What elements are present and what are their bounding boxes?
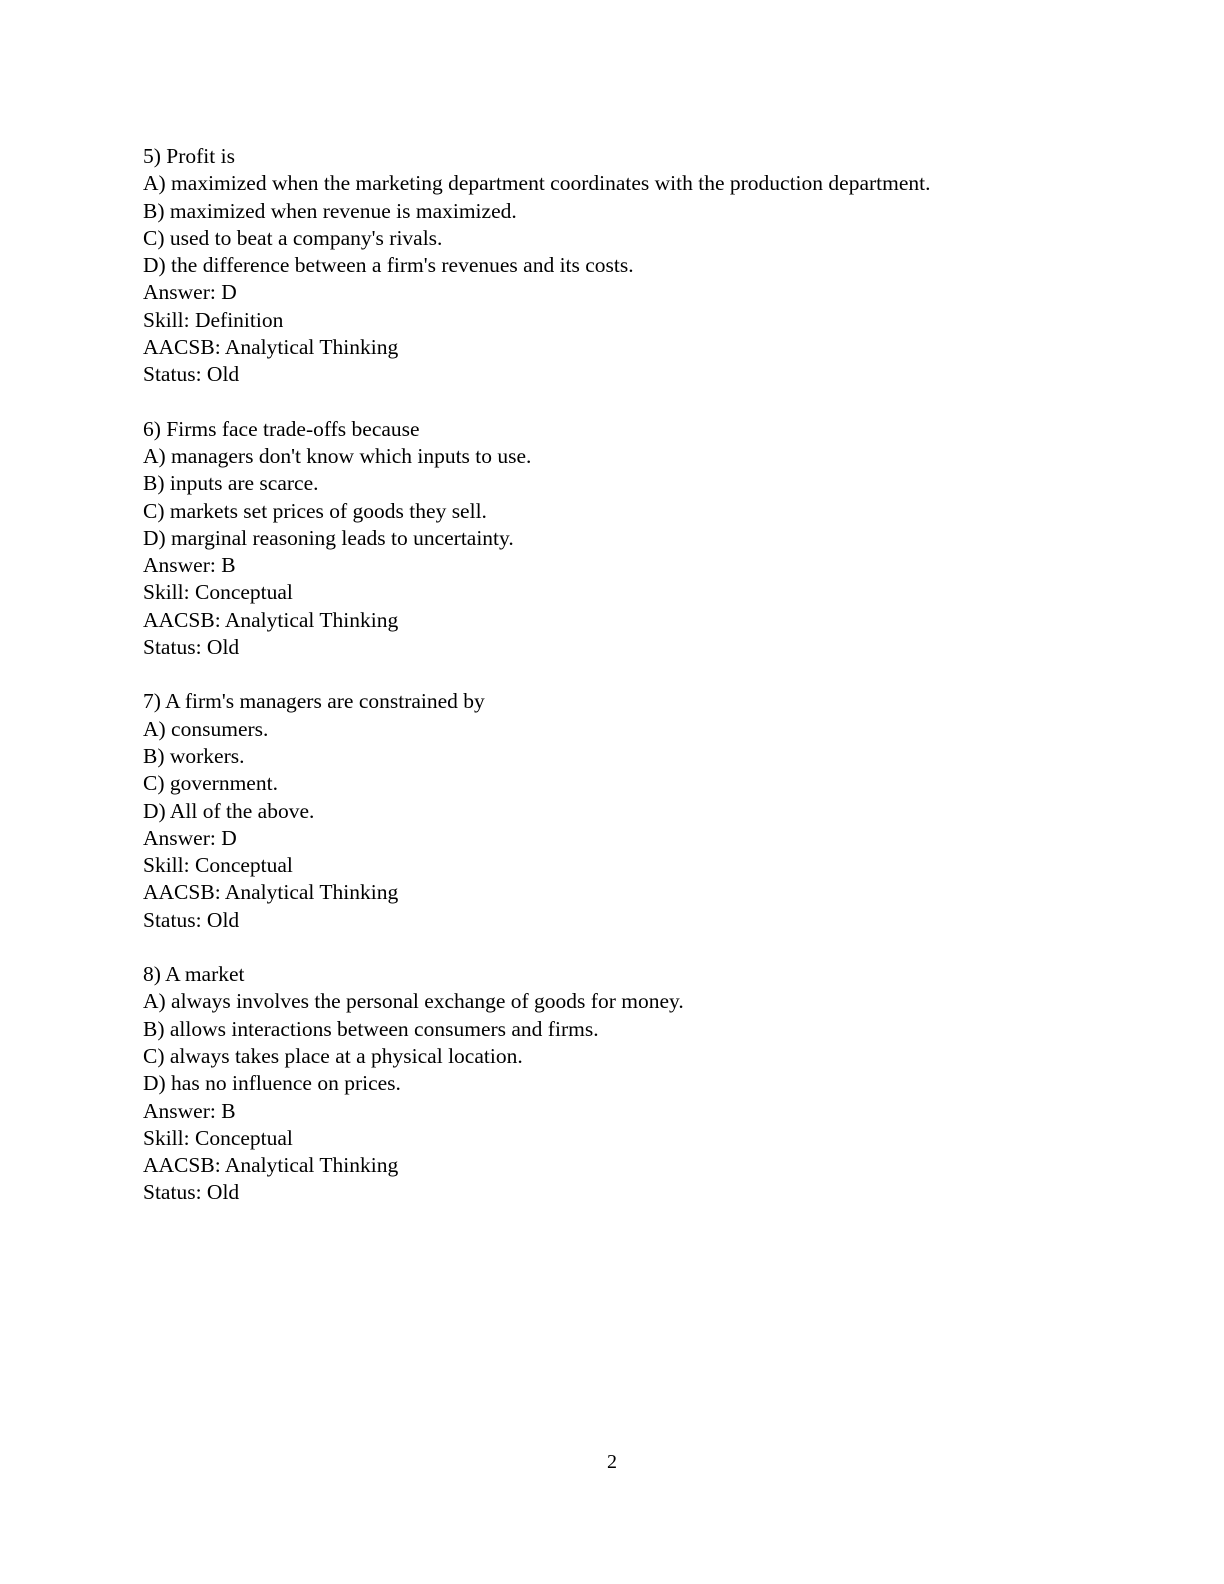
aacsb-line: AACSB: Analytical Thinking [143, 880, 399, 905]
option-a: A) maximized when the marketing department coordinates with the production department. [143, 171, 931, 196]
option-c: C) used to beat a company's rivals. [143, 225, 443, 250]
aacsb-line: AACSB: Analytical Thinking [143, 1153, 399, 1178]
question-6 [143, 416, 1103, 662]
option-c: C) always takes place at a physical location. [143, 1043, 523, 1068]
option-b: B) workers. [143, 743, 245, 768]
option-a: A) consumers. [143, 716, 269, 741]
option-c: C) markets set prices of goods they sell. [143, 498, 487, 523]
status-line: Status: Old [143, 907, 240, 932]
answer-line: Answer: B [143, 1098, 236, 1123]
option-d: D) marginal reasoning leads to uncertainty. [143, 525, 514, 550]
option-d: D) the difference between a firm's revenues and its costs. [143, 253, 634, 278]
skill-line: Skill: Conceptual [143, 853, 293, 878]
question-stem: 8) A market [143, 962, 245, 987]
option-d: D) has no influence on prices. [143, 1071, 401, 1096]
answer-line: Answer: D [143, 825, 237, 850]
skill-line: Skill: Definition [143, 307, 284, 332]
option-b: B) maximized when revenue is maximized. [143, 198, 517, 223]
question-5 [143, 143, 1103, 389]
option-b: B) inputs are scarce. [143, 471, 319, 496]
status-line: Status: Old [143, 635, 240, 660]
aacsb-line: AACSB: Analytical Thinking [143, 335, 399, 360]
status-line: Status: Old [143, 362, 240, 387]
question-stem: 5) Profit is [143, 144, 235, 168]
option-c: C) government. [143, 771, 278, 796]
question-8 [143, 961, 1103, 1207]
answer-line: Answer: B [143, 553, 236, 578]
option-a: A) managers don't know which inputs to use. [143, 443, 532, 468]
option-a: A) always involves the personal exchange of goods for money. [143, 989, 684, 1014]
page-number: 2 [607, 1451, 617, 1473]
question-list [143, 143, 1103, 1234]
status-line: Status: Old [143, 1180, 240, 1205]
answer-line: Answer: D [143, 280, 237, 305]
question-7 [143, 688, 1103, 934]
skill-line: Skill: Conceptual [143, 1125, 293, 1150]
question-stem: 7) A firm's managers are constrained by [143, 689, 485, 714]
question-stem: 6) Firms face trade-offs because [143, 416, 420, 441]
option-d: D) All of the above. [143, 798, 315, 823]
option-b: B) allows interactions between consumers and firms. [143, 1016, 599, 1041]
skill-line: Skill: Conceptual [143, 580, 293, 605]
aacsb-line: AACSB: Analytical Thinking [143, 607, 399, 632]
